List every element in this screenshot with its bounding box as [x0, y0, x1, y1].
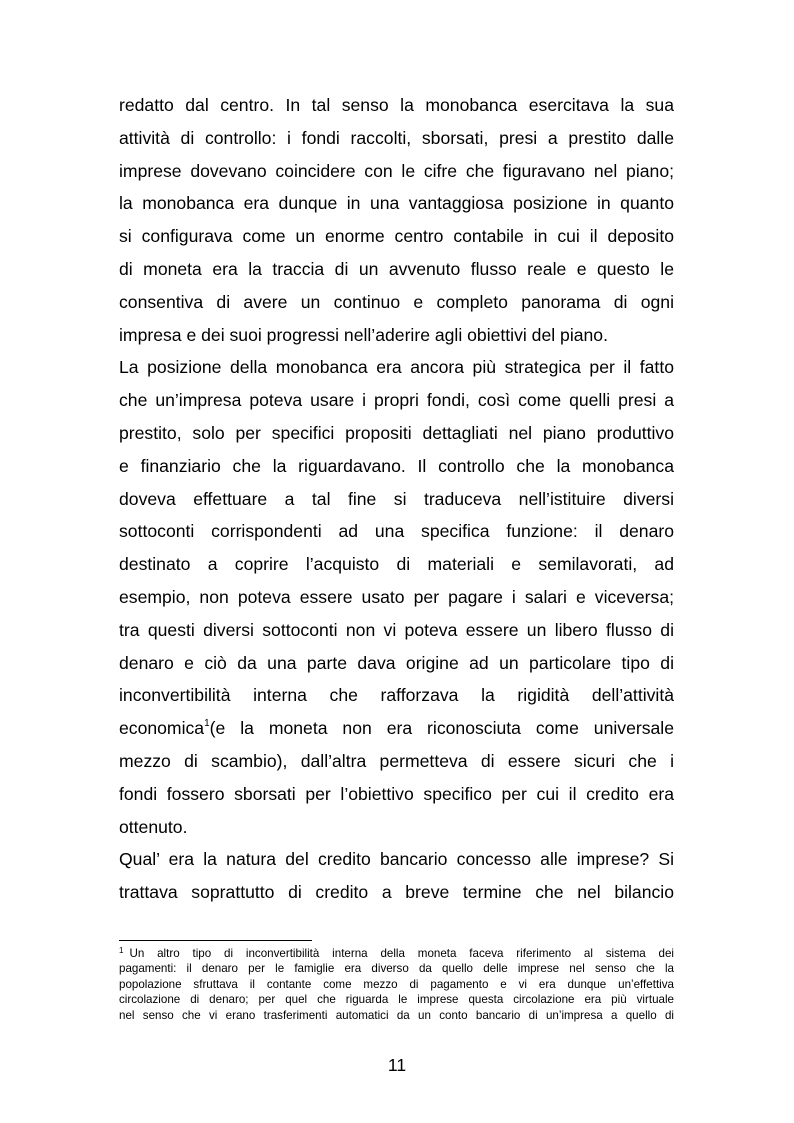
body-line: fondi fossero sborsati per l’obiettivo specifico per cui il credito era — [119, 783, 674, 804]
body-line: e finanziario che la riguardavano. Il controllo che la monobanca — [119, 455, 674, 476]
body-line: prestito, solo per specifici propositi dettagliati nel piano produttivo — [119, 422, 674, 443]
footnote-line: nel senso che vi erano trasferimenti automatici da un conto bancario di un’impresa a quello di — [119, 1008, 674, 1022]
page-number: 11 — [387, 1055, 407, 1075]
footnote-first-line-text: Un altro tipo di inconvertibilità interna della moneta faceva riferimento al sistema dei — [129, 947, 674, 960]
body-line: inconvertibilità interna che rafforzava la rigidità dell’attività — [119, 685, 674, 706]
body-line-with-footnote — [119, 712, 674, 745]
body-line: redatto dal centro. In tal senso la monobanca esercitava la sua — [119, 95, 674, 115]
body-line-text-before: economica — [119, 718, 205, 739]
footnote-line — [119, 946, 674, 961]
body-line: imprese dovevano coincidere con le cifre che figuravano nel piano; — [119, 160, 674, 181]
body-line: La posizione della monobanca era ancora più strategica per il fatto — [119, 357, 674, 378]
body-line: impresa e dei suoi progressi nell’aderire agli obiettivi del piano. — [119, 324, 608, 345]
body-line: attività di controllo: i fondi raccolti, sborsati, presi a prestito dalle — [119, 127, 674, 148]
footnote-line: pagamenti: il denaro per le famiglie era diverso da quello delle imprese nel senso che la — [119, 962, 674, 976]
body-line: trattava soprattutto di credito a breve termine che nel bilancio — [119, 882, 674, 903]
body-line: esempio, non poteva essere usato per pagare i salari e viceversa; — [119, 586, 674, 607]
footnote-line: circolazione di denaro; per quel che riguarda le imprese questa circolazione era più virtuale — [119, 993, 674, 1007]
body-line: consentiva di avere un continuo e completo panorama di ogni — [119, 291, 674, 312]
body-line: mezzo di scambio), dall’altra permetteva di essere sicuri che i — [119, 750, 674, 771]
footnote-divider — [119, 940, 312, 941]
body-line: ottenuto. — [119, 816, 188, 837]
body-line: tra questi diversi sottoconti non vi poteva essere un libero flusso di — [119, 619, 674, 640]
body-line-text-after: (e la moneta non era riconosciuta come universale — [209, 718, 674, 739]
body-line: denaro e ciò da una parte dava origine ad un particolare tipo di — [119, 652, 674, 673]
body-line: Qual’ era la natura del credito bancario concesso alle imprese? Si — [119, 849, 674, 870]
body-line: di moneta era la traccia di un avvenuto flusso reale e questo le — [119, 258, 674, 279]
body-line: sottoconti corrispondenti ad una specifica funzione: il denaro — [119, 521, 674, 542]
footnote — [119, 946, 674, 1023]
body-line: che un’impresa poteva usare i propri fondi, così come quelli presi a — [119, 390, 674, 411]
footnote-mark: 1 — [119, 946, 124, 955]
body-line: destinato a coprire l’acquisto di materiali e semilavorati, ad — [119, 554, 674, 575]
body-line: doveva effettuare a tal fine si traduceva nell’istituire diversi — [119, 488, 674, 509]
body-line: la monobanca era dunque in una vantaggiosa posizione in quanto — [119, 193, 674, 214]
body-text — [119, 89, 674, 909]
footnote-reference[interactable]: 1 — [204, 718, 210, 730]
footnote-line: popolazione sfruttava il contante come mezzo di pagamento e vi era dunque un’effettiva — [119, 977, 674, 991]
body-line: si configurava come un enorme centro contabile in cui il deposito — [119, 226, 674, 247]
